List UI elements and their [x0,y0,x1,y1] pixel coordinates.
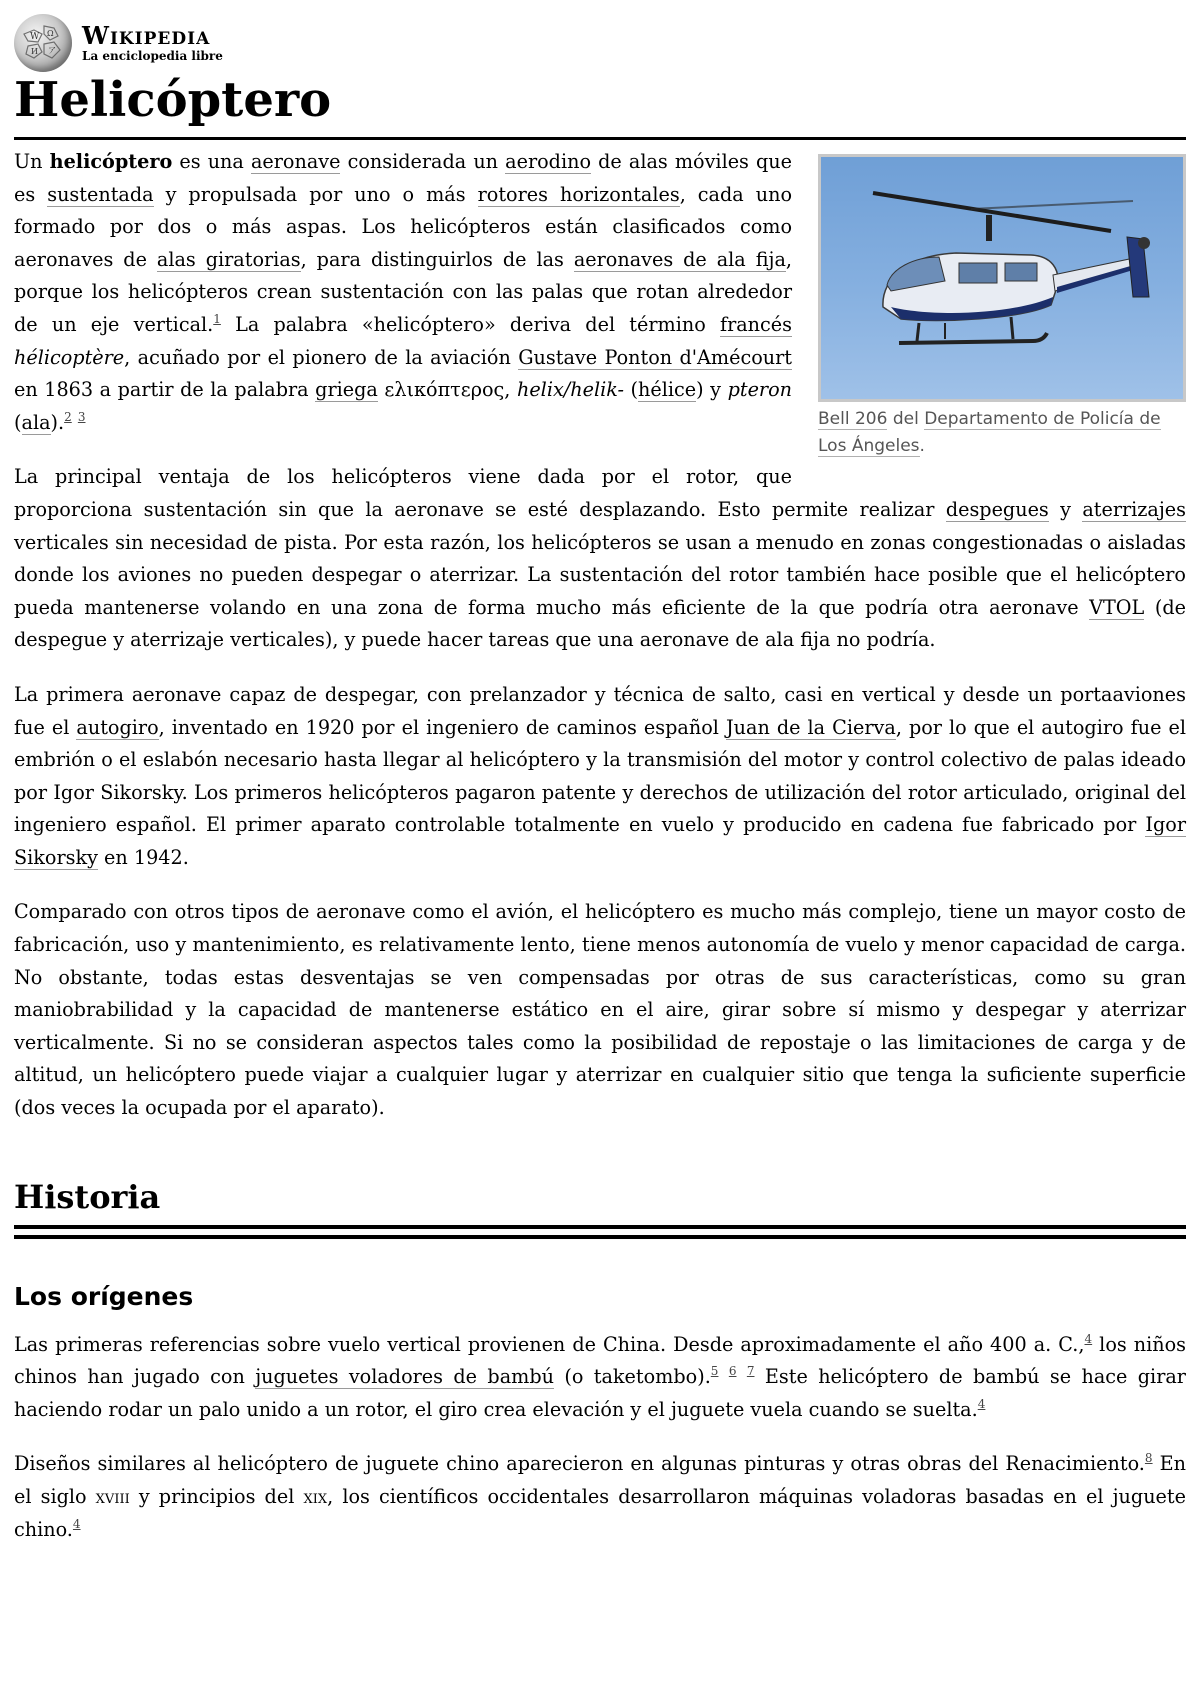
reference-2[interactable]: 2 [64,409,72,424]
link-despegues[interactable]: despegues [945,497,1049,521]
figure-caption: Bell 206 del Departamento de Policía de Los Ángeles. [818,409,1161,456]
link-juguetes-bambu[interactable]: juguetes voladores de bambú [255,1365,554,1389]
intro-paragraph-4: Comparado con otros tipos de aeronave como el avión, el helicóptero es mucho más complejo, tiene un mayor costo de fabricación, uso y mantenimiento, es relativamente lento, tiene menos autonomía de vuelo y menor capacidad de carga. No obstante, todas estas desventajas se ven compensadas por otras de sus características, como su gran maniobrabilidad y la capacidad de mantenerse estático en el aire, girar sobre sí mismo y despegar y aterrizar verticalmente. Si no se consideran aspectos tales como la posibilidad de repostaje o las limitaciones de carga y de altitud, un helicóptero puede viajar a cualquier lugar y aterrizar en cualquier sitio que tenga la suficiente superficie (dos veces la ocupada por el aparato). [14,900,1186,1120]
site-brand[interactable] [14,14,223,72]
site-name[interactable]: Wikipedia [82,21,211,50]
reference-6[interactable]: 6 [728,1364,737,1379]
article-body [14,146,1186,1568]
reference-3[interactable]: 3 [77,409,86,424]
link-helice[interactable]: hélice [638,378,697,402]
link-alas-giratorias[interactable]: alas giratorias [156,247,301,271]
link-aterrizajes[interactable]: aterrizajes [1082,497,1186,521]
link-rotores-horizontales[interactable]: rotores horizontales [477,182,680,206]
svg-text:И: И [31,47,38,56]
link-aerodino[interactable]: aerodino [505,150,592,173]
caption-link-bell-206[interactable]: Bell 206 [818,409,888,429]
section-heading-historia: Historia [14,1177,161,1216]
section-divider-top [14,1225,1186,1229]
reference-7[interactable]: 7 [746,1364,755,1379]
link-aeronave[interactable]: aeronave [250,150,341,173]
link-griega[interactable]: griega [315,378,378,402]
history-paragraph-2: Diseños similares al helicóptero de juguete chino aparecieron en algunas pinturas y otras obras del Renacimiento.$^8$ En el siglo xviii y principios del xix, los científicos occidentales desarrollaron máquinas voladoras basadas en el juguete chino.$^4$ [14,1451,1186,1541]
history-paragraph-1: Las primeras referencias sobre vuelo vertical provienen de China. Desde aproximadamente el año 400 a. C.,$^4$ los niños chinos han jugado con juguetes voladores de bambú (o taketombo).$^5$ $^6$ $^7$ Este helicóptero de bambú se hace girar haciendo rodar un palo unido a un rotor, el giro crea elevación y el juguete vuela cuando se suelta.$^4$ [14,1331,1187,1421]
link-aeronaves-ala-fija[interactable]: aeronaves de ala fija [573,247,786,271]
subsection-heading-origenes: Los orígenes [14,1281,194,1311]
reference-1[interactable]: 1 [213,311,221,326]
reference-5[interactable]: 5 [710,1364,719,1379]
site-tagline: La enciclopedia libre [82,49,223,63]
link-juan-de-la-cierva[interactable]: Juan de la Cierva [725,715,896,739]
svg-text:Ω: Ω [47,29,54,38]
reference-4c[interactable]: 4 [72,1516,81,1531]
link-igor-sikorsky[interactable]: Igor Sikorsky [14,813,1186,869]
reference-8[interactable]: 8 [1144,1451,1153,1466]
infobox-figure [818,154,1186,460]
page-title: Helicóptero [14,72,332,128]
link-autogiro[interactable]: autogiro [76,715,159,739]
section-divider-bottom [14,1235,1186,1239]
link-frances[interactable]: francés [719,312,792,336]
wikipedia-globe-icon[interactable] [14,14,72,72]
intro-paragraph-3: La primera aeronave capaz de despegar, con prelanzador y técnica de salto, casi en vertical y desde un portaaviones fue el autogiro, inventado en 1920 por el ingeniero de caminos español Juan de la Cierva, por lo que el autogiro fue el embrión o el eslabón necesario hasta llegar al helicóptero y la transmisión del motor y control colectivo de palas ideado por Igor Sikorsky. Los primeros helicópteros pagaron patente y derechos de utilización del rotor articulado, original del ingeniero español. El primer aparato controlable totalmente en vuelo y producido en cadena fue fabricado por Igor Sikorsky en 1942. [14,682,1186,869]
reference-4b[interactable]: 4 [977,1396,986,1411]
caption-link-lapd[interactable]: Departamento de Policía de Los Ángeles [818,409,1161,456]
link-sustentada[interactable]: sustentada [47,182,154,206]
link-ala[interactable]: ala [21,410,51,434]
helicopter-photo[interactable] [818,154,1186,402]
link-vtol[interactable]: VTOL [1089,595,1145,619]
reference-4[interactable]: 4 [1084,1331,1093,1346]
svg-text:W: W [30,32,40,42]
link-gustave-ponton[interactable]: Gustave Ponton d'Amécourt [518,345,792,369]
svg-text:ア: ア [48,46,56,55]
intro-paragraph-2: La principal ventaja de los helicópteros viene dada por el rotor, que proporciona sustentación sin que la aeronave se esté desplazando. Esto permite realizar despegues y aterrizajes verticales sin necesidad de pista. Por esta razón, los helicópteros se usan a menudo en zonas congestionadas o aisladas donde los aviones no pueden despegar o aterrizar. La sustentación del rotor también hace posible que el helicóptero pueda mantenerse volando en una zona de forma mucho más eficiente de la que podría otra aeronave VTOL (de despegue y aterrizaje verticales), y puede hacer tareas que una aeronave de ala fija no podría. [14,465,1186,652]
title-divider [14,137,1186,140]
intro-paragraph-1: Un helicóptero es una aeronave considerada un aerodino de alas móviles que es sustentada y propulsada por uno o más rotores horizontales, cada uno formado por dos o más aspas. Los helicópteros están clasificados como aeronaves de alas giratorias, para distinguirlos de las aeronaves de ala fija, porque los helicópteros crean sustentación con las palas que rotan alrededor de un eje vertical.$^1$ La palabra «helicóptero» deriva del término francés hélicoptère, acuñado por el pionero de la aviación Gustave Ponton d'Amécourt en 1863 a partir de la palabra griega ελικόπτερος, helix/helik- (hélice) y pteron (ala).$^2$ $^3$ [14,150,793,434]
